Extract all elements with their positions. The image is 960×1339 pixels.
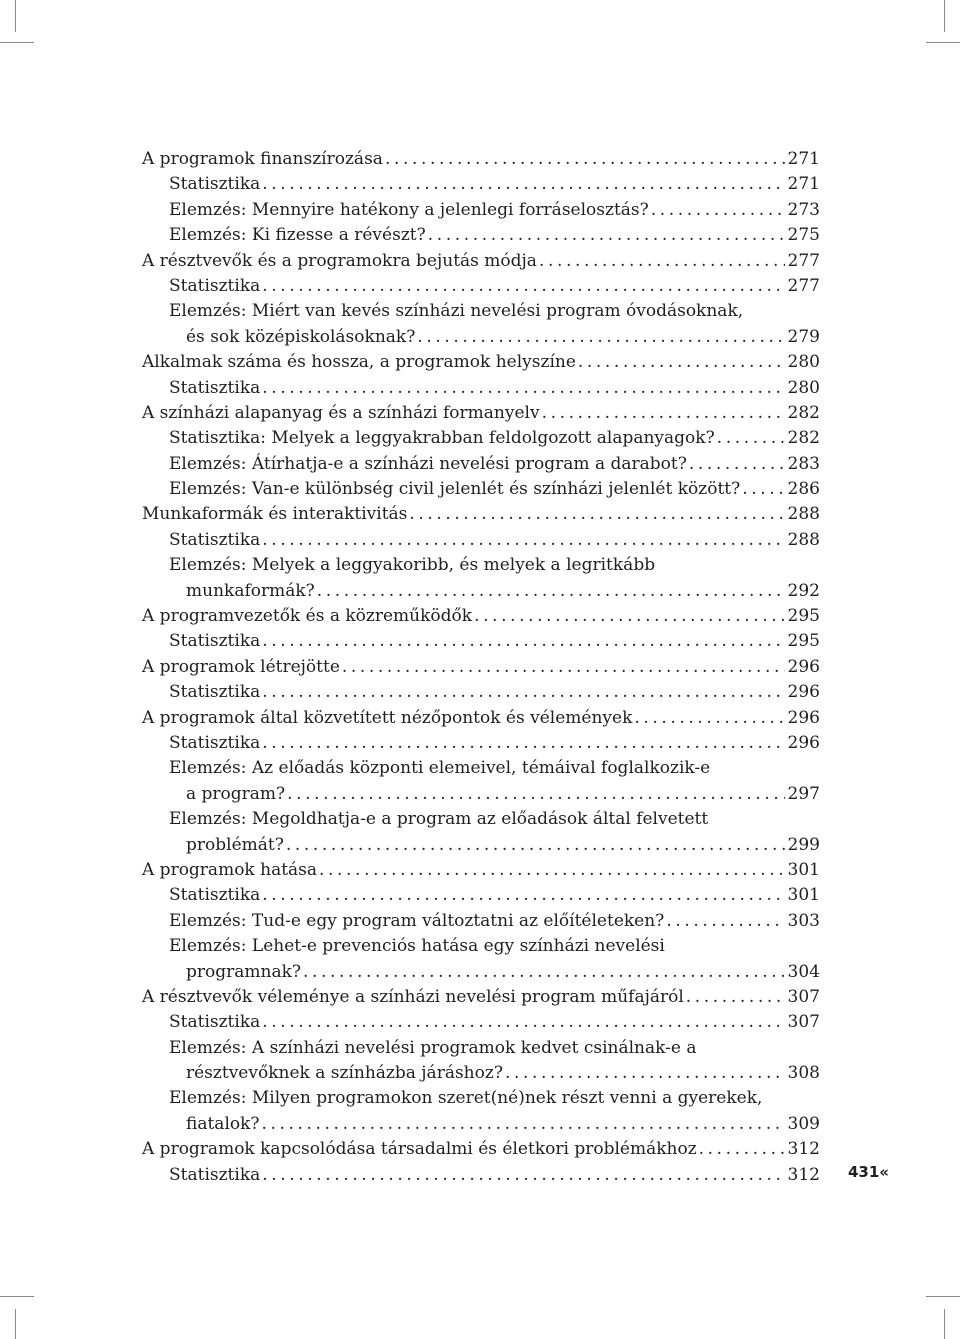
dot-leader: [539, 249, 785, 274]
toc-entry-section[interactable]: [142, 477, 820, 502]
crop-mark: [0, 42, 34, 43]
crop-mark: [944, 0, 945, 32]
dot-leader: [651, 198, 785, 223]
toc-entry-page: 303: [787, 910, 820, 931]
toc-entry-first-line: Elemzés: A színházi nevelési programok kedvet csinálnak-e a: [169, 1037, 697, 1058]
toc-entry-title: Statisztika: [169, 529, 261, 550]
toc-entry-title: Elemzés: Tud-e egy program változtatni az előítéleteken?: [169, 910, 665, 931]
toc-entry-title: A résztvevők véleménye a színházi nevelési program műfajáról: [142, 986, 684, 1007]
toc-entry-page: 279: [787, 326, 820, 347]
toc-entry-first-line: Elemzés: Lehet-e prevenciós hatása egy színházi nevelési: [169, 936, 665, 957]
toc-entry-page: 288: [787, 529, 820, 550]
dot-leader: [286, 833, 785, 858]
toc-entry-title: Statisztika: [169, 377, 261, 398]
toc-entry-title: Alkalmak száma és hossza, a programok helyszíne: [142, 352, 576, 373]
toc-entry-title: és sok középiskolásoknak?: [186, 326, 416, 347]
toc-entry-section[interactable]: [142, 1112, 820, 1137]
toc-entry-page: 307: [787, 1012, 820, 1033]
toc-entry-page: 308: [787, 1063, 820, 1084]
toc-entry-page: 296: [787, 732, 820, 753]
toc-entry-page: 299: [787, 834, 820, 855]
toc-entry-title: Elemzés: Átírhatja-e a színházi nevelési program a darabot?: [169, 453, 687, 474]
crop-mark: [15, 1309, 16, 1339]
toc-entry-title: résztvevőknek a színházba járáshoz?: [186, 1063, 503, 1084]
toc-entry-title: Statisztika: [169, 1012, 261, 1033]
toc-entry-section[interactable]: [142, 198, 820, 223]
toc-entry-page: 271: [787, 149, 820, 169]
toc-entry-first-line: Elemzés: Milyen programokon szeret(né)nek részt venni a gyerekek,: [169, 1088, 763, 1109]
toc-entry-section[interactable]: [142, 528, 820, 553]
toc-entry-page: 295: [787, 606, 820, 627]
toc-entry-chapter[interactable]: [142, 604, 820, 629]
toc-entry-section[interactable]: [142, 909, 820, 934]
toc-entry-page: 309: [787, 1113, 820, 1134]
toc-entry-first-line: Elemzés: Megoldhatja-e a program az előadások által felvetett: [169, 809, 709, 830]
toc-entry-page: 296: [787, 656, 820, 677]
toc-entry-page: 282: [787, 428, 820, 449]
dot-leader: [742, 477, 784, 502]
toc-entry-title: Elemzés: Mennyire hatékony a jelenlegi forráselosztás?: [169, 199, 649, 220]
toc-entry-section[interactable]: [142, 1010, 820, 1035]
toc-entry-page: 273: [787, 199, 820, 220]
toc-entry-first-line: Elemzés: Melyek a leggyakoribb, és melyek a legritkább: [169, 555, 656, 576]
toc-entry-page: 277: [787, 275, 820, 296]
toc-entry-section[interactable]: [142, 1061, 820, 1086]
toc-entry-title: A színházi alapanyag és a színházi formanyelv: [142, 402, 540, 423]
crop-mark: [944, 1309, 945, 1339]
toc-entry-page: 301: [787, 885, 820, 906]
dot-leader: [717, 426, 785, 451]
toc-entry-section[interactable]: [142, 325, 820, 350]
crop-mark: [15, 0, 16, 32]
toc-entry-title: A programok finanszírozása: [142, 149, 383, 169]
dot-leader: [262, 274, 784, 299]
dot-leader: [317, 579, 785, 604]
toc-entry-page: 312: [787, 1164, 820, 1185]
toc-entry-title: Elemzés: Ki fizesse a révészt?: [169, 225, 426, 246]
toc-entry-page: 301: [787, 859, 820, 880]
toc-entry-page: 295: [787, 631, 820, 652]
dot-leader: [542, 401, 785, 426]
toc-entry-section[interactable]: [142, 960, 820, 985]
toc-entry-title: Statisztika: Melyek a leggyakrabban feldolgozott alapanyagok?: [169, 428, 715, 449]
dot-leader: [262, 680, 784, 705]
toc-entry-section[interactable]: [142, 172, 820, 197]
toc-entry-title: Statisztika: [169, 885, 261, 906]
toc-entry-page: 280: [787, 352, 820, 373]
dot-leader: [578, 350, 785, 375]
toc-entry-section[interactable]: [142, 629, 820, 654]
toc-entry-page: 280: [787, 377, 820, 398]
table-of-contents: [142, 147, 820, 1188]
toc-entry-title: Statisztika: [169, 631, 261, 652]
dot-leader: [666, 909, 784, 934]
toc-entry-section[interactable]: [142, 579, 820, 604]
toc-entry-page: 275: [787, 225, 820, 246]
dot-leader: [262, 1163, 784, 1188]
dot-leader: [303, 960, 785, 985]
toc-entry-chapter[interactable]: [142, 401, 820, 426]
toc-entry-section[interactable]: [142, 223, 820, 248]
toc-entry-section[interactable]: [142, 426, 820, 451]
dot-leader: [262, 883, 784, 908]
toc-entry-section[interactable]: [142, 376, 820, 401]
dot-leader: [634, 706, 784, 731]
dot-leader: [262, 172, 784, 197]
toc-entry-title: programnak?: [186, 961, 302, 982]
toc-entry-title: Statisztika: [169, 1164, 261, 1185]
toc-entry-title: A programok hatása: [142, 859, 318, 880]
dot-leader: [262, 1112, 785, 1137]
toc-entry-page: 297: [787, 783, 820, 804]
dot-leader: [287, 782, 784, 807]
dot-leader: [342, 655, 785, 680]
dot-leader: [262, 731, 784, 756]
dot-leader: [428, 223, 785, 248]
toc-entry-page: 307: [787, 986, 820, 1007]
toc-entry-title: A programvezetők és a közreműködők: [142, 606, 473, 627]
toc-entry-title: A programok létrejötte: [142, 656, 340, 677]
toc-entry-title: Statisztika: [169, 732, 261, 753]
toc-entry-page: 288: [787, 504, 820, 525]
dot-leader: [505, 1061, 785, 1086]
toc-entry-chapter[interactable]: [142, 249, 820, 274]
dot-leader: [409, 502, 784, 527]
toc-entry-title: munkaformák?: [186, 580, 315, 601]
toc-entry-chapter[interactable]: [142, 706, 820, 731]
dot-leader: [686, 985, 785, 1010]
toc-entry-chapter[interactable]: [142, 350, 820, 375]
toc-entry-title: A programok kapcsolódása társadalmi és életkori problémákhoz: [142, 1139, 697, 1160]
toc-entry-section[interactable]: [142, 680, 820, 705]
toc-entry-page: 292: [787, 580, 820, 601]
toc-entry-title: A résztvevők és a programokra bejutás módja: [142, 250, 537, 271]
toc-entry-section[interactable]: [142, 782, 820, 807]
toc-entry-page: 282: [787, 402, 820, 423]
toc-entry-page: 283: [787, 453, 820, 474]
toc-entry-page: 312: [787, 1139, 820, 1160]
toc-entry-title: Elemzés: Van-e különbség civil jelenlét és színházi jelenlét között?: [169, 479, 741, 500]
toc-entry-title: a program?: [186, 783, 286, 804]
toc-entry-section[interactable]: [142, 833, 820, 858]
toc-entry-section[interactable]: [142, 274, 820, 299]
toc-entry-section[interactable]: [142, 883, 820, 908]
toc-entry-page: 277: [787, 250, 820, 271]
dot-leader: [262, 629, 784, 654]
dot-leader: [417, 325, 784, 350]
dot-leader: [689, 452, 785, 477]
crop-mark: [0, 1296, 34, 1297]
toc-entry-page: 271: [787, 174, 820, 195]
crop-mark: [926, 1296, 960, 1297]
dot-leader: [262, 1010, 784, 1035]
toc-entry-chapter[interactable]: [142, 147, 820, 172]
toc-entry-page: 296: [787, 707, 820, 728]
toc-entry-first-line: Elemzés: Az előadás központi elemeivel, témáival foglalkozik-e: [169, 758, 711, 779]
dot-leader: [319, 858, 785, 883]
toc-entry-section[interactable]: [142, 452, 820, 477]
toc-entry-first-line: Elemzés: Miért van kevés színházi nevelési program óvodásoknak,: [169, 301, 744, 322]
toc-entry-page: 286: [787, 479, 820, 500]
dot-leader: [262, 376, 784, 401]
toc-entry-title: problémát?: [186, 834, 284, 855]
dot-leader: [262, 528, 784, 553]
toc-entry-chapter[interactable]: [142, 655, 820, 680]
dot-leader: [385, 147, 785, 172]
dot-leader: [474, 604, 784, 629]
toc-entry-section[interactable]: [142, 731, 820, 756]
toc-entry-title: Munkaformák és interaktivitás: [142, 504, 408, 525]
toc-entry-title: fiatalok?: [186, 1113, 260, 1134]
toc-entry-section[interactable]: [142, 1163, 820, 1188]
toc-entry-title: A programok által közvetített nézőpontok és vélemények: [142, 707, 633, 728]
page-number: 431«: [848, 1163, 890, 1181]
dot-leader: [699, 1137, 785, 1162]
toc-entry-title: Statisztika: [169, 174, 261, 195]
toc-entry-chapter[interactable]: [142, 502, 820, 527]
toc-entry-page: 296: [787, 682, 820, 703]
toc-entry-title: Statisztika: [169, 682, 261, 703]
crop-mark: [926, 42, 960, 43]
toc-entry-chapter[interactable]: [142, 985, 820, 1010]
toc-entry-page: 304: [787, 961, 820, 982]
toc-entry-chapter[interactable]: [142, 1137, 820, 1162]
toc-entry-chapter[interactable]: [142, 858, 820, 883]
toc-entry-title: Statisztika: [169, 275, 261, 296]
